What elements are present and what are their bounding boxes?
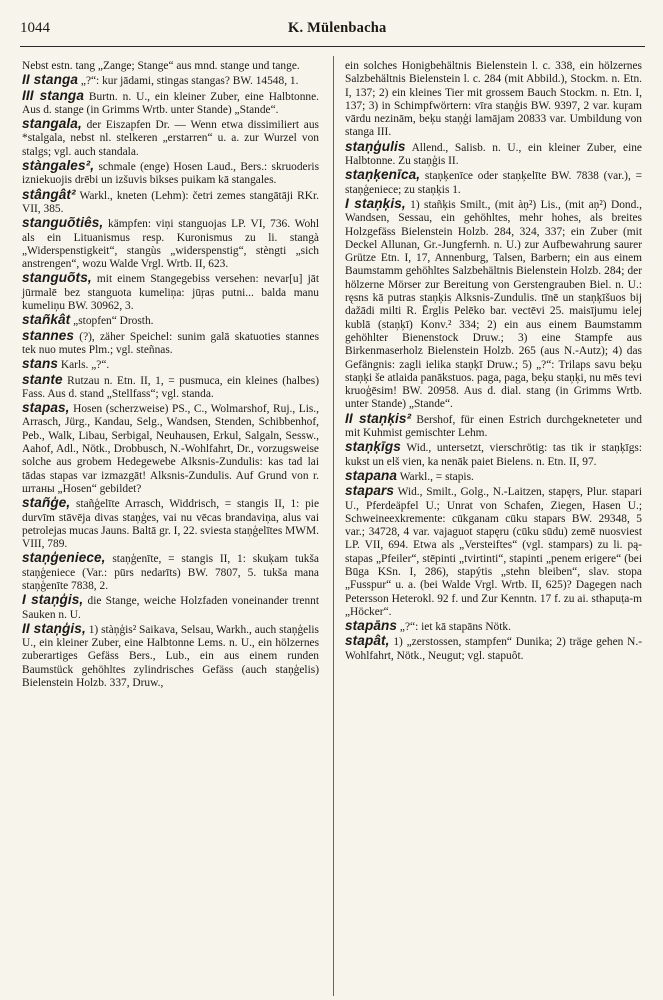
entry-text: „?“: iet kā stapāns Nötk. [397,621,511,634]
dictionary-entry [345,412,642,441]
entry-headword: stañģe, [22,495,71,511]
dictionary-entry [22,401,319,496]
entry-text: staņķenīce oder staņķelīte BW. 7838 (var.), = staņģeniece; zu staņķis 1. [345,170,642,196]
dictionary-entry [345,197,642,412]
entry-text: schmale (enge) Hosen Laud., Bers.: skruoderis izniekuojis drēbi un izšuvis bikses puikam kā stangales. [22,161,319,187]
entry-headword: staņķīgs [345,439,401,455]
dictionary-entry [345,484,642,619]
entry-headword: stapât, [345,633,390,649]
entry-headword: stans [22,356,59,372]
entry-text: staņģenīte, = stangis II, 1: skuķam tukša staņģeniece (Var.: pūrs nedarīts) BW. 7807, 5. tukša mana staņģenīte 7838, 2. [22,553,319,592]
entry-headword: stapars [345,483,395,499]
entry-text: Warkl., kneten (Lehm): četri zemes stangātāji RKr. VII, 385. [22,189,319,215]
dictionary-entry [22,357,319,372]
entry-headword: stàngales², [22,158,95,174]
entry-headword: II staņģis, [22,620,86,636]
entry-text: 1) stàņģis² Saikava, Selsau, Warkh., auch staņģelis U., ein kleiner Zuber, eine Halbtonne Lems. n. U., ein hölzernes zuberartiges Gefäss Bers., Lub., ein aus einem runden Baumstück gehöhltes zylindrisches Gefäss (auch staņģelis) Bielenstein Holzb. 337, Druw., [22,623,319,690]
dictionary-entry [22,329,319,358]
dictionary-entry [345,140,642,169]
dictionary-entry [22,188,319,217]
page-header [20,20,645,44]
left-column [22,60,319,690]
entry-headword: stapana [345,467,398,483]
dictionary-entry [22,271,319,313]
dictionary-entry [345,619,642,634]
dictionary-entry [22,593,319,622]
entry-text: Burtn. n. U., ein kleiner Zuber, eine Halbtonne. Aus d. stange (in Grimms Wrtb. unter Stande) „Stande“. [22,90,320,116]
entry-headword: stapas, [22,400,70,416]
dictionary-entry [22,373,319,402]
entry-headword: staņģeniece, [22,550,106,566]
entry-headword: I staņķis, [345,195,406,211]
entry-headword: II stanga [22,72,79,88]
entry-text: kämpfen: viņi stanguojas LP. VI, 736. Wohl als ein Lituanismus resp. Kuronismus zu li. stangà „Widerspenstigkeit“, stangùs „widerspenstig“, stèngti „sich anstrengen“, wozu Walde Vrgl. Wrtb. II, 623. [22,218,319,271]
dictionary-entry [345,168,642,197]
entry-headword: stante [22,371,63,387]
entry-text: stañģelīte Arrasch, Widdrisch, = stangis II, 1: pie durvīm stāvēja divas staņģes, vai nu vēcas brandaviņa, alus vai petrolejas mucas Jauns. Baltā gr. I, 22. sviesta staņģelītes MWM. VIII, 789. [22,498,319,551]
entry-text: der Eiszapfen Dr. — Wenn etwa dissimiliert aus *stalgala, nebst nl. stelkeren „erstarren“ u. a. zur Wurzel von stalgs; vgl. auch standala. [22,119,319,158]
entry-text: Nebst estn. tang „Zange; Stange“ aus mnd. stange und tange. [22,60,300,72]
running-head: K. Mülenbacha [288,20,387,36]
entry-headword: III stanga [22,87,84,103]
dictionary-entry [22,551,319,593]
entry-headword: II staņķis² [345,410,412,426]
entry-text: die Stange, weiche Holzfaden voneinander trennt Sauken n. U. [22,595,319,621]
entry-headword: stângât² [22,186,76,202]
dictionary-entry [22,73,319,88]
entry-text: ein solches Honigbehältnis Bielenstein l. c. 338, ein hölzernes Salzbehältnis Bielenstein l. c. 284 (mit Abbild.), Stockm. n. Etn. I, 137; 2) ein kleines Tier mit grossem Bauch Stockm. n. Etn. I, 137; 3) in Schimpfwörtern: vīra staņģis BW. 9397, 2 var. kuŗam vārdu nezinām, beķu staņģi lamājam 20833 var. Umbildung von stanga III. [345,60,642,139]
entry-text: „stopfen“ Drosth. [70,315,154,328]
dictionary-entry [22,117,319,159]
column-divider [333,56,334,996]
entry-text: Hosen (scherzweise) PS., C., Wolmarshof, Ruj., Lis., Arrasch, Jürg., Kandau, Selg., Wandsen, Stenden, Schibbenhof, Peb., Walk, Libau, Serbigal, Neuhausen, Erkul, Salgaln, Sessw., Aahof, Adl., Nötk., Drobbusch, N.-Wohlfahrt, Dr., vorzugsweise solche aus grobem Hedegewebe Alksnis-Zundulis: kas tad lai tādas stapas var izmazgāt! Alksnis-Zundulis. Auf Grund von r. штаны „Hosen“ gebildet? [22,403,319,495]
dictionary-entry [22,89,319,118]
entry-headword: stanguõtiês, [22,215,104,231]
entry-text: Allend., Salisb. n. U., ein kleiner Zuber, eine Halbtonne. Zu staņģis II. [345,141,642,168]
dictionary-entry [22,496,319,551]
entry-headword: staņģulis [345,138,406,154]
entry-text: Wid., untersetzt, vierschrötig: tas tik ir staņķīgs: kukst un elš vien, ka nenāk paiet Bielens. n. Etn. II, 97. [345,442,642,468]
entry-headword: stañkât [22,312,71,328]
entry-text: 1) „zerstossen, stampfen“ Dunika; 2) träge gehen N.-Wohlfahrt, Nötk., Neugut; vgl. stapuôt. [345,636,642,662]
dictionary-entry [22,159,319,188]
entry-text: Wid., Smilt., Golg., N.-Laitzen, stapęrs, Plur. stapari U., Pferdeäpfel U.; Unrat von Schafen, Ziegen, Hasen U.; Schweineexkremente: cūkganam cūku stapars BW. 29348, 5 var.; 34728, 4 var. vajaguot stapęru (cūku sūdu) zemē nuosviest LP. VII, 694. Etwa als „Versteiftes“ (vgl. stampars) zu li. pą-stapas „Pfeiler“, stēpinti „tvirtinti“, stapinti „penem erigere“ (bei Būga KSn. I, 286), stapýtis „stehn bleiben“, slav. stopa „Fusspur“ u. a. (bei Walde Vrgl. Wrtb. II, 625)? Dagegen nach Petersson Heterokl. 92 f. und Zur Kenntn. 17 f. zu ai. sthapuṭa-m „Höcker“. [345,486,642,618]
entry-headword: stapāns [345,618,398,634]
entry-headword: stangala, [22,116,82,132]
entry-text: Bershof, für einen Estrich durchgekneteter und mit Kuhmist gemischter Lehm. [345,413,642,440]
dictionary-entry [22,60,319,73]
entry-text: „?“: kur jādami, stingas stangas? BW. 14548, 1. [78,75,299,88]
entry-text: mit einem Stangegebiss versehen: nevar[u] jāt jūrmalē bez stanguota kumeliņa: jūŗas putni... balda manu kumeliņu BW. 30962, 3. [22,273,319,313]
dictionary-entry [22,216,319,271]
right-column [345,60,642,663]
entry-headword: stannes [22,327,75,343]
entry-text: Warkl., = stapis. [397,470,474,483]
page-number: 1044 [20,20,50,36]
entry-text: (?), zäher Speichel: sunim galā skatuoties stannes tek nuo mutes Plm.; vgl. steñnas. [22,330,319,356]
entry-text: 1) stañķis Smilt., (mit àņ²) Lis., (mit aņ²) Dond., Wandsen, Sessau, ein gehöhltes, mehr hohes, als breites Holzgefäss Bielenstein Holzb. 284, 324, 337; ein Zuber (mit Deckel Allunan, Gr.-Jungfernh. n. U.) zur Aufbewahrung saurer Grütze Etn. I, 17, Annenburg, Talsen, Barbern; ein aus einem Baumstamm gehöhltes Salzbehältnis Bielenstein Holzb. 284; der hölzerne Mörser zur Bereitung von Gerstengrauben Biel. n. U.: ręsns kā putras staņķis Alksnis-Zundulis. tīnē un staņķīšuos bij dažādi milti R. Ērglis Pelēko bar. vectēvi 25. maisījumu ielej kublā (staņķī) Konv.² 334; 2) ein aus einem Baumstamm gehöhlter Bienenstock Druw.; 3) eine Stampfe aus Birkenmaserholz Bielenstein Holzb. 265 (aus N.-Autz); 4) das Gefängnis: zagli ielika staņķī Druw.; 5) „?“: Trilaps savu beķu staņķi še atlaida panākstuos. paga, paga, beķu staņķi, nu mēs tevi kruoģēsim! BW. 20958. Aus d. dial. stang (in Grimms Wrtb. unter Stande) „Stande“. [345,198,642,411]
dictionary-entry [345,60,642,140]
header-rule [20,46,645,47]
dictionary-entry [22,313,319,328]
entry-headword: stanguõts, [22,270,92,286]
entry-headword: I staņģis, [22,592,84,608]
entry-text: Karls. „?“. [58,359,110,372]
dictionary-entry [345,634,642,663]
dictionary-entry [345,440,642,469]
dictionary-entry [22,622,319,690]
entry-headword: staņķenīca, [345,167,421,183]
dictionary-entry [345,469,642,484]
entry-text: Rutzau n. Etn. II, 1, = pusmuca, ein kleines (halbes) Fass. Aus d. stand „Stellfass“; vgl. standa. [22,374,319,400]
